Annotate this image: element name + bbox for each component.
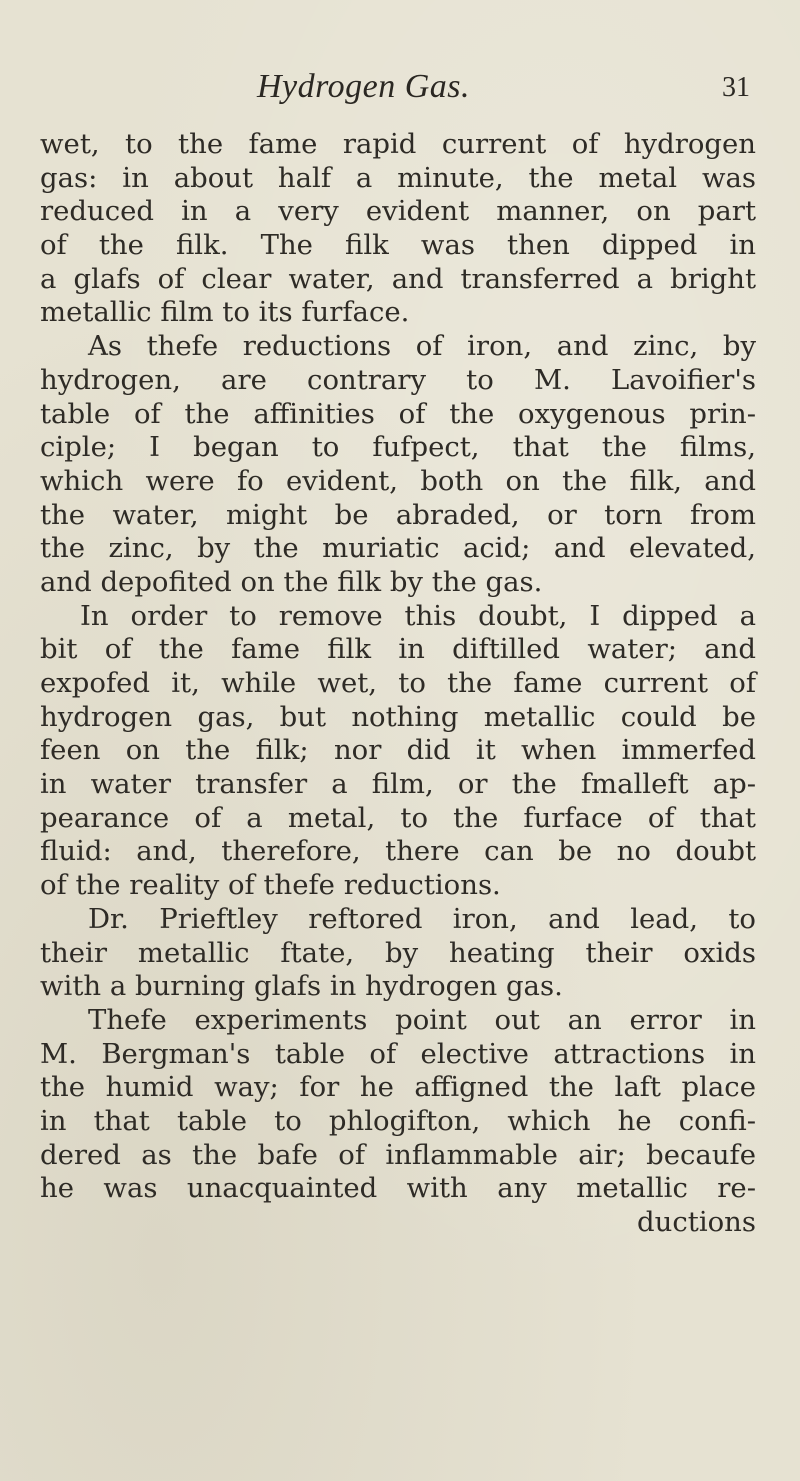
text-line: hydrogen, are contrary to M. Lavoifier's xyxy=(40,363,756,396)
body-text xyxy=(40,128,756,1240)
text-line: hydrogen gas, but nothing metallic could be xyxy=(40,700,756,733)
text-line: gas: in about half a minute, the metal was xyxy=(40,161,756,194)
text-line: a glafs of clear water, and transferred a bright xyxy=(40,262,756,295)
text-line: M. Bergman's table of elective attractions in xyxy=(40,1037,756,1070)
text-line: In order to remove this doubt, I dipped a xyxy=(80,599,756,632)
text-line: fluid: and, therefore, there can be no doubt xyxy=(40,835,756,868)
text-line: and depofited on the filk by the gas. xyxy=(40,565,543,598)
catchword: ductions xyxy=(637,1206,756,1238)
text-line: pearance of a metal, to the furface of that xyxy=(40,801,756,834)
text-line: the zinc, by the muriatic acid; and elevated, xyxy=(40,532,756,565)
running-title: Hydrogen Gas. xyxy=(257,68,470,105)
text-line: reduced in a very evident manner, on part xyxy=(40,195,756,228)
text-line: Thefe experiments point out an error in xyxy=(88,1003,756,1036)
text-line: As thefe reductions of iron, and zinc, by xyxy=(88,330,756,363)
text-line: dered as the bafe of inflammable air; becaufe xyxy=(40,1138,756,1171)
text-line: table of the affinities of the oxygenous prin- xyxy=(40,397,756,430)
text-line: bit of the fame filk in diftilled water; and xyxy=(40,633,756,666)
text-line: metallic film to its furface. xyxy=(40,296,410,329)
text-line: of the filk. The filk was then dipped in xyxy=(40,229,756,262)
text-line: wet, to the fame rapid current of hydrogen xyxy=(40,128,756,160)
text-line: of the reality of thefe reductions. xyxy=(40,869,501,902)
text-line: expofed it, while wet, to the fame current of xyxy=(40,667,756,699)
text-line: ciple; I began to fufpect, that the films, xyxy=(40,431,756,464)
text-line: the water, might be abraded, or torn from xyxy=(40,498,756,531)
text-line: Dr. Prieftley reftored iron, and lead, to xyxy=(88,902,756,935)
text-line: with a burning glafs in hydrogen gas. xyxy=(40,970,563,1003)
text-line: feen on the filk; nor did it when immerfed xyxy=(40,734,756,767)
text-line: in that table to phlogifton, which he confi- xyxy=(40,1104,756,1137)
running-head xyxy=(0,68,800,108)
text-line: in water transfer a film, or the fmalleft ap- xyxy=(40,768,756,801)
page-number: 31 xyxy=(722,72,750,103)
text-line: their metallic ftate, by heating their oxids xyxy=(40,936,756,969)
text-line: the humid way; for he affigned the laft place xyxy=(40,1071,756,1104)
text-line: which were fo evident, both on the filk, and xyxy=(40,464,756,497)
text-line: he was unacquainted with any metallic re- xyxy=(40,1172,756,1205)
